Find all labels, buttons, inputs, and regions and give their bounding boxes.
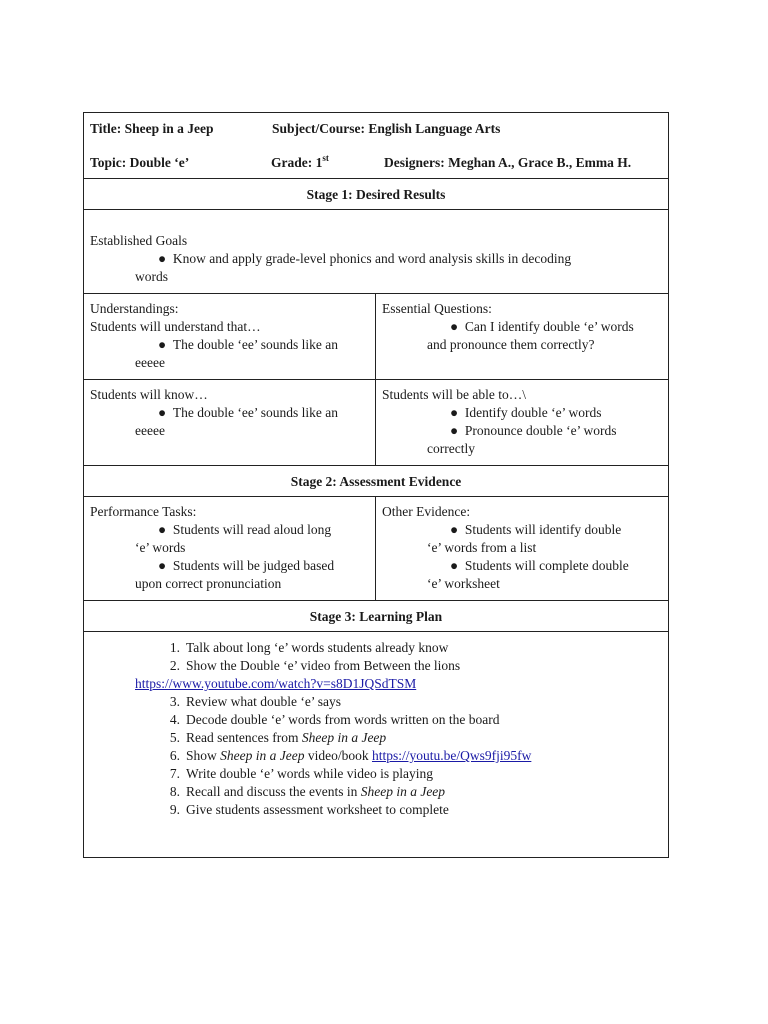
stage-1-heading: Stage 1: Desired Results <box>84 179 668 210</box>
step-text: Decode double ‘e’ words from words written on the board <box>186 712 500 727</box>
subject-field: Subject/Course: English Language Arts <box>272 121 501 136</box>
task-text-1: Students will read aloud long <box>172 522 332 537</box>
task-text-2: Students will be judged based <box>172 558 335 573</box>
plan-step-6 <box>90 747 662 765</box>
plan-step-7 <box>90 765 662 783</box>
bullet-icon: ● <box>450 319 465 334</box>
designers-field: Designers: Meghan A., Grace B., Emma H. <box>384 155 632 170</box>
other-label: Other Evidence: <box>382 504 471 519</box>
goals-label: Established Goals <box>90 233 188 248</box>
understanding-text-cont: eeeee <box>135 355 165 370</box>
goal-bullet-line <box>90 250 662 268</box>
bullet-icon: ● <box>450 423 465 438</box>
step-number: 3. <box>169 694 180 709</box>
understandings-row <box>84 294 668 380</box>
task-text-1-cont: ‘e’ words <box>135 540 186 555</box>
plan-step-8 <box>90 783 662 801</box>
able-text-2: Pronounce double ‘e’ words <box>464 423 617 438</box>
grade-superscript: st <box>322 153 329 163</box>
stage-3-heading: Stage 3: Learning Plan <box>84 601 668 632</box>
step-number: 8. <box>169 784 180 799</box>
topic-field: Topic: Double ‘e’ <box>90 155 190 170</box>
plan-step-9 <box>90 801 662 819</box>
step-number: 1. <box>169 640 180 655</box>
step-number: 5. <box>169 730 180 745</box>
know-text: The double ‘ee’ sounds like an <box>172 405 338 420</box>
title-field: Title: Sheep in a Jeep <box>90 121 214 136</box>
step-text: Write double ‘e’ words while video is playing <box>186 766 434 781</box>
other-text-1-cont: ‘e’ words from a list <box>427 540 537 555</box>
goal-text: Know and apply grade-level phonics and word analysis skills in decoding <box>172 251 572 266</box>
book-video-link[interactable]: https://youtu.be/Qws9fji95fw <box>371 748 532 763</box>
step-text: Read sentences from <box>186 730 302 745</box>
bullet-icon: ● <box>158 405 173 420</box>
step-text: Show <box>186 748 221 763</box>
grade-field: Grade: 1st <box>271 153 329 170</box>
step-text: Talk about long ‘e’ words students already know <box>186 640 449 655</box>
established-goals-row <box>84 210 668 294</box>
task-bullet-line-1 <box>90 521 369 539</box>
unit-plan-table <box>83 112 669 858</box>
step-number: 6. <box>169 748 180 763</box>
step-number: 7. <box>169 766 180 781</box>
bullet-icon: ● <box>450 405 465 420</box>
know-text-cont: eeeee <box>135 423 165 438</box>
stage-2-heading: Stage 2: Assessment Evidence <box>84 466 668 497</box>
video-link[interactable]: https://www.youtube.com/watch?v=s8D1JQSdTSM <box>135 676 417 691</box>
bullet-icon: ● <box>450 558 465 573</box>
able-bullet-line-1 <box>382 404 662 422</box>
tasks-label: Performance Tasks: <box>90 504 197 519</box>
goal-text-cont: words <box>135 269 168 284</box>
understandings-intro: Students will understand that… <box>90 319 261 334</box>
other-text-1: Students will identify double <box>464 522 622 537</box>
plan-step-1 <box>90 639 662 657</box>
able-text-2-cont: correctly <box>427 441 475 456</box>
understandings-label: Understandings: <box>90 301 179 316</box>
bullet-icon: ● <box>158 522 173 537</box>
step-text: Review what double ‘e’ says <box>186 694 341 709</box>
task-bullet-line-2 <box>90 557 369 575</box>
step-number: 2. <box>169 658 180 673</box>
learning-plan-row <box>84 632 668 857</box>
task-text-2-cont: upon correct pronunciation <box>135 576 282 591</box>
evidence-row <box>84 497 668 601</box>
other-text-2: Students will complete double <box>464 558 629 573</box>
header-row <box>84 113 668 179</box>
questions-label: Essential Questions: <box>382 301 492 316</box>
question-bullet-line <box>382 318 662 336</box>
other-bullet-line-2 <box>382 557 662 575</box>
able-bullet-line-2 <box>382 422 662 440</box>
book-title: Sheep in a Jeep <box>220 748 305 763</box>
understanding-bullet-line <box>90 336 369 354</box>
book-title: Sheep in a Jeep <box>301 730 387 745</box>
bullet-icon: ● <box>450 522 465 537</box>
know-bullet-line <box>90 404 369 422</box>
question-text: Can I identify double ‘e’ words <box>464 319 634 334</box>
bullet-icon: ● <box>158 251 173 266</box>
plan-step-4 <box>90 711 662 729</box>
know-able-row <box>84 380 668 466</box>
plan-step-2 <box>90 657 662 675</box>
able-label: Students will be able to…\ <box>382 387 526 402</box>
able-text-1: Identify double ‘e’ words <box>464 405 602 420</box>
plan-step-3 <box>90 693 662 711</box>
book-title: Sheep in a Jeep <box>360 784 446 799</box>
plan-video-link-line <box>90 675 662 693</box>
step-text: Recall and discuss the events in <box>186 784 361 799</box>
bullet-icon: ● <box>158 558 173 573</box>
learning-plan-list <box>90 639 662 819</box>
step-text-after: video/book <box>304 748 372 763</box>
plan-step-5 <box>90 729 662 747</box>
other-text-2-cont: ‘e’ worksheet <box>427 576 500 591</box>
know-label: Students will know… <box>90 387 208 402</box>
step-number: 9. <box>169 802 180 817</box>
step-text: Give students assessment worksheet to complete <box>186 802 449 817</box>
step-number: 4. <box>169 712 180 727</box>
other-bullet-line-1 <box>382 521 662 539</box>
step-text: Show the Double ‘e’ video from Between the lions <box>186 658 461 673</box>
understanding-text: The double ‘ee’ sounds like an <box>172 337 338 352</box>
bullet-icon: ● <box>158 337 173 352</box>
question-text-cont: and pronounce them correctly? <box>427 337 595 352</box>
